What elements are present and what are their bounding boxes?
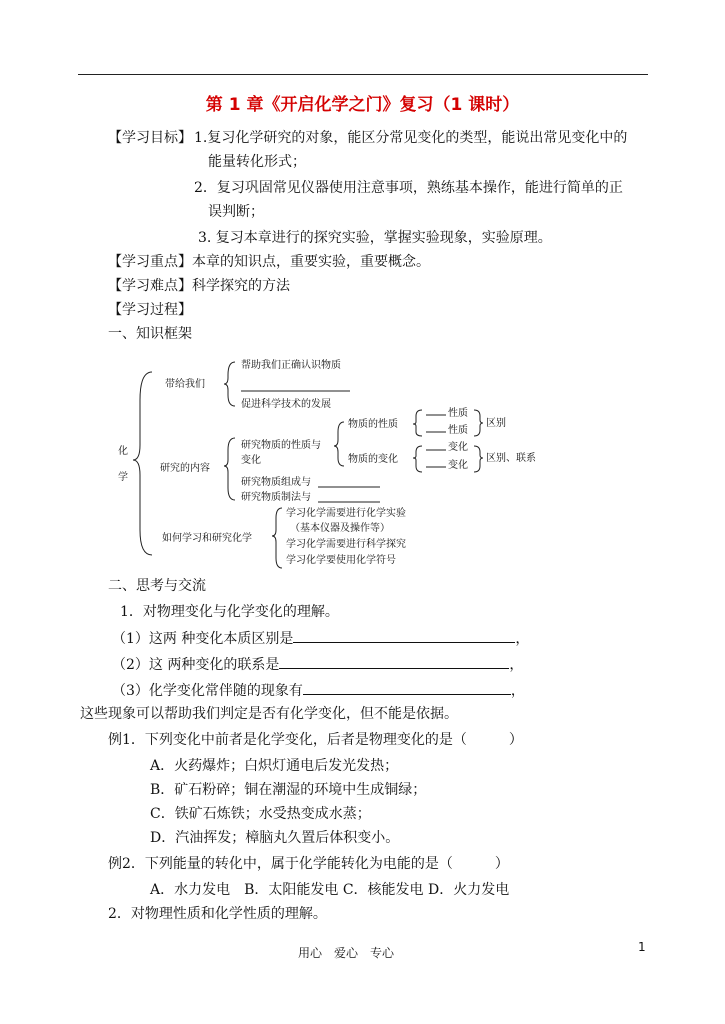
objectives-label: 【学习目标】	[108, 130, 192, 146]
phenomena-note: 这些现象可以帮助我们判定是否有化学变化，但不能是依据。	[80, 706, 458, 722]
footer-motto: 用心 爱心 专心	[298, 946, 395, 960]
answer-blank-3[interactable]	[303, 680, 511, 695]
root-char-1: 化	[118, 446, 128, 457]
change-a: 变化	[448, 442, 468, 453]
answer-blank-2[interactable]	[279, 654, 509, 669]
question-1-3: （3）化学变化常伴随的现象有	[112, 683, 303, 699]
branch2-item-2: 研究物质组成与	[241, 477, 311, 488]
key-points-text: 本章的知识点，重要实验，重要概念。	[192, 254, 430, 270]
branch1-item-3: 促进科学技术的发展	[241, 399, 331, 410]
branch3-item-1b: （基本仪器及操作等）	[290, 523, 390, 534]
property-a: 性质	[448, 408, 468, 419]
example-1-option-c: C．铁矿石炼铁；水受热变成水蒸；	[150, 806, 371, 822]
example-1-option-a: A．火药爆炸；白炽灯通电后发光发热；	[150, 758, 399, 774]
question-1: 1．对物理变化与化学变化的理解。	[120, 604, 339, 620]
objective-2-line-1: 2．复习巩固常见仪器使用注意事项，熟练基本操作，能进行简单的正	[194, 180, 623, 196]
example-2-options: A．水力发电 B．太阳能发电 C．核能发电 D．火力发电	[150, 882, 510, 898]
branch2-item-1-line-1: 研究物质的性质与	[241, 440, 321, 451]
property-note: 区别	[486, 418, 506, 429]
difficulties-label: 【学习难点】	[108, 278, 192, 294]
branch1-item-1: 帮助我们正确认识物质	[241, 360, 341, 371]
branch3-item-3: 学习化学要使用化学符号	[286, 555, 396, 566]
property-label: 物质的性质	[348, 419, 398, 430]
objective-1-line-1: 1.复习化学研究的对象，能区分常见变化的类型，能说出常见变化中的	[194, 130, 628, 146]
root-char-2: 学	[118, 472, 128, 483]
key-points-label: 【学习重点】	[108, 254, 192, 270]
section-1-heading: 一、知识框架	[108, 326, 192, 342]
branch2-item-3: 研究物质制法与	[241, 492, 311, 503]
change-note: 区别、联系	[486, 453, 536, 464]
branch3-item-2: 学习化学需要进行科学探究	[286, 539, 406, 550]
property-b: 性质	[448, 425, 468, 436]
branch2-item-1-line-2: 变化	[241, 455, 261, 466]
question-1-2: （2）这 两种变化的联系是	[112, 657, 280, 673]
branch-bring-us: 带给我们	[165, 379, 205, 390]
objective-2-line-2: 误判断；	[208, 204, 264, 220]
change-b: 变化	[448, 460, 468, 471]
example-2: 例2．下列能量的转化中，属于化学能转化为电能的是（ ）	[108, 856, 509, 872]
example-1-option-b: B．矿石粉碎；铜在潮湿的环境中生成铜绿；	[150, 782, 427, 798]
page-number: 1	[638, 940, 646, 954]
example-1: 例1．下列变化中前者是化学变化，后者是物理变化的是（ ）	[108, 732, 523, 748]
section-2-heading: 二、思考与交流	[108, 578, 206, 594]
process-label: 【学习过程】	[108, 302, 192, 318]
branch-research-content: 研究的内容	[160, 463, 210, 474]
header-rule	[78, 74, 648, 75]
change-label: 物质的变化	[348, 454, 398, 465]
branch3-item-1: 学习化学需要进行化学实验	[286, 508, 406, 519]
objective-3: 3. 复习本章进行的探究实验，掌握实验现象，实验原理。	[198, 230, 552, 246]
objective-1-line-2: 能量转化形式；	[208, 154, 306, 170]
page-title: 第 1 章《开启化学之门》复习（1 课时）	[205, 95, 520, 115]
branch-how-to-learn: 如何学习和研究化学	[162, 533, 252, 544]
question-2: 2．对物理性质和化学性质的理解。	[108, 906, 327, 922]
knowledge-framework-diagram	[100, 350, 560, 575]
answer-blank-1[interactable]	[293, 628, 515, 643]
difficulties-text: 科学探究的方法	[192, 278, 290, 294]
example-1-option-d: D．汽油挥发；樟脑丸久置后体积变小。	[150, 830, 400, 846]
question-1-1: （1）这两 种变化本质区别是	[112, 631, 294, 647]
